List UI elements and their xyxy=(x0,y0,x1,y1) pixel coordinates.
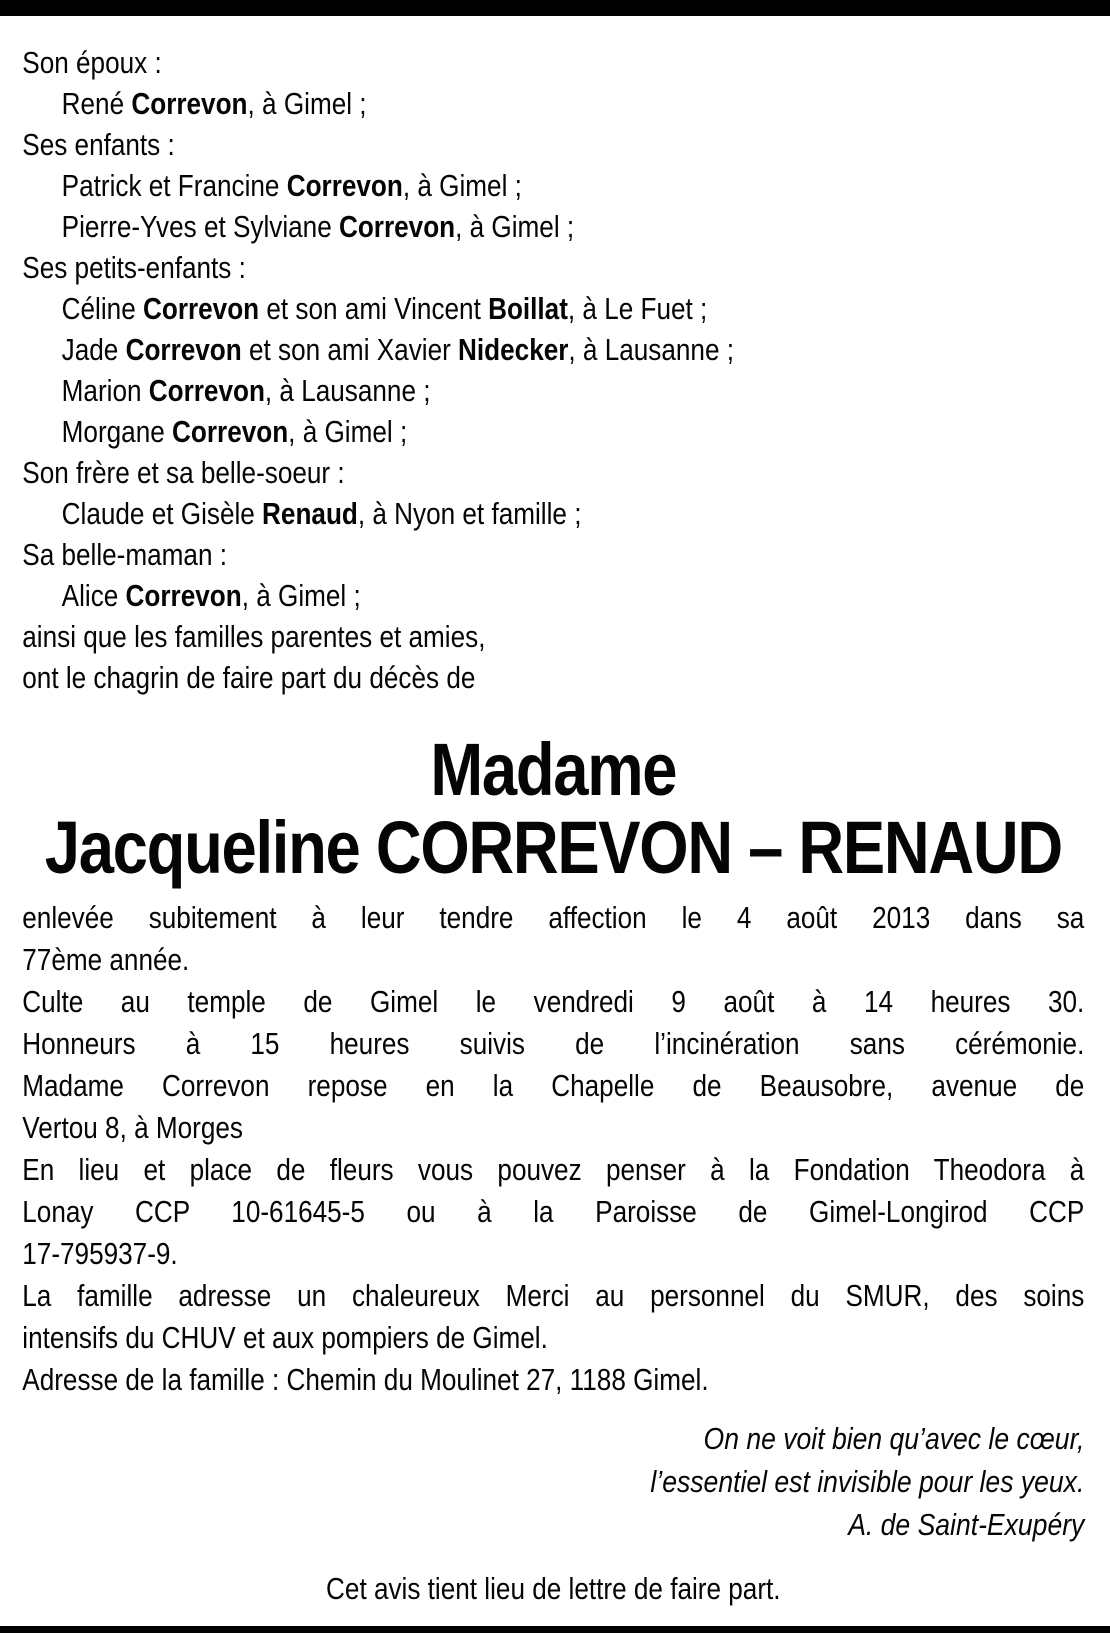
family-surname: Correvon xyxy=(286,169,403,203)
family-line-text: Son époux : xyxy=(22,46,162,80)
quote-attribution: A. de Saint-Exupéry xyxy=(848,1507,1085,1542)
family-line-text: Patrick et Francine xyxy=(61,169,287,203)
body-line: Culte au temple de Gimel le vendredi 9 août à 14 heures 30. xyxy=(22,985,1085,1019)
family-line-text: Son frère et sa belle-soeur : xyxy=(22,456,345,490)
family-surname: Correvon xyxy=(142,292,260,326)
family-surname: Correvon xyxy=(148,374,265,408)
announcement-body xyxy=(22,897,1084,1401)
family-line-text: , à Gimel ; xyxy=(288,415,408,449)
family-line xyxy=(22,371,1084,412)
family-line xyxy=(22,330,1084,371)
family-line-text: Céline xyxy=(61,292,143,326)
family-list xyxy=(22,43,1084,699)
family-surname: Correvon xyxy=(338,210,456,244)
family-line-text: , à Le Fuet ; xyxy=(567,292,708,326)
family-line xyxy=(22,658,1084,699)
body-line: Honneurs à 15 heures suivis de l’incinération sans cérémonie. xyxy=(22,1027,1085,1061)
family-line-text: ont le chagrin de faire part du décès de xyxy=(22,661,476,695)
family-line xyxy=(22,289,1084,330)
quote-line: l’essentiel est invisible pour les yeux. xyxy=(650,1464,1085,1499)
body-line: En lieu et place de fleurs vous pouvez penser à la Fondation Theodora à xyxy=(22,1153,1085,1187)
family-line xyxy=(22,576,1084,617)
body-line: La famille adresse un chaleureux Merci au personnel du SMUR, des soins xyxy=(22,1279,1085,1313)
family-line-text: , à Lausanne ; xyxy=(264,374,431,408)
family-line-text: Ses petits-enfants : xyxy=(22,251,246,285)
family-line-text: Alice xyxy=(61,579,126,613)
body-line: intensifs du CHUV et aux pompiers de Gimel. xyxy=(22,1321,548,1355)
family-line-text: , à Gimel ; xyxy=(247,87,367,121)
family-line xyxy=(22,617,1084,658)
obituary-page xyxy=(0,16,1110,1633)
family-surname: Nidecker xyxy=(458,333,569,367)
closing-notice: Cet avis tient lieu de lettre de faire part. xyxy=(326,1572,781,1606)
body-line: Lonay CCP 10-61645-5 ou à la Paroisse de Gimel-Longirod CCP xyxy=(22,1195,1085,1229)
family-line-text: , à Nyon et famille ; xyxy=(357,497,582,531)
family-line xyxy=(22,84,1084,125)
family-line xyxy=(22,453,1084,494)
family-line-text: Morgane xyxy=(61,415,173,449)
family-line xyxy=(22,43,1084,84)
family-line-text: , à Gimel ; xyxy=(402,169,522,203)
body-line: Madame Correvon repose en la Chapelle de Beausobre, avenue de xyxy=(22,1069,1085,1103)
family-line-text: Sa belle-maman : xyxy=(22,538,227,572)
family-line-text: Pierre-Yves et Sylviane xyxy=(61,210,339,244)
family-line-text: , à Gimel ; xyxy=(455,210,575,244)
family-line-text: et son ami Vincent xyxy=(259,292,489,326)
body-line: enlevée subitement à leur tendre affection le 4 août 2013 dans sa xyxy=(22,901,1085,935)
quote-lines xyxy=(22,1417,1084,1503)
content-area xyxy=(0,16,1110,1610)
family-line xyxy=(22,412,1084,453)
body-line: 77ème année. xyxy=(22,943,190,977)
deceased-title: Madame xyxy=(430,728,677,811)
family-line-text: et son ami Xavier xyxy=(241,333,459,367)
body-line: 17-795937-9. xyxy=(22,1237,178,1271)
family-line-text: Ses enfants : xyxy=(22,128,175,162)
family-line-text: , à Gimel ; xyxy=(241,579,361,613)
quote-block xyxy=(22,1417,1084,1546)
family-line-text: Claude et Gisèle xyxy=(61,497,263,531)
family-line xyxy=(22,207,1084,248)
family-line xyxy=(22,535,1084,576)
family-line-text: , à Lausanne ; xyxy=(568,333,735,367)
family-surname: Boillat xyxy=(488,292,568,326)
top-border-bar xyxy=(0,0,1110,16)
body-line: Vertou 8, à Morges xyxy=(22,1111,243,1145)
family-line-text: Marion xyxy=(61,374,149,408)
family-line xyxy=(22,494,1084,535)
quote-line: On ne voit bien qu’avec le cœur, xyxy=(703,1421,1085,1456)
family-surname: Renaud xyxy=(262,497,358,531)
family-line xyxy=(22,248,1084,289)
family-line-text: ainsi que les familles parentes et amies, xyxy=(22,620,486,654)
family-surname: Correvon xyxy=(172,415,289,449)
family-line xyxy=(22,166,1084,207)
family-surname: Correvon xyxy=(125,333,242,367)
deceased-name: Jacqueline CORREVON – RENAUD xyxy=(44,806,1062,889)
family-line xyxy=(22,125,1084,166)
family-line-text: René xyxy=(61,87,132,121)
family-line-text: Jade xyxy=(61,333,126,367)
body-line: Adresse de la famille : Chemin du Moulinet 27, 1188 Gimel. xyxy=(22,1363,709,1397)
family-surname: Correvon xyxy=(131,87,248,121)
bottom-border-bar xyxy=(0,1626,1110,1633)
family-surname: Correvon xyxy=(125,579,242,613)
